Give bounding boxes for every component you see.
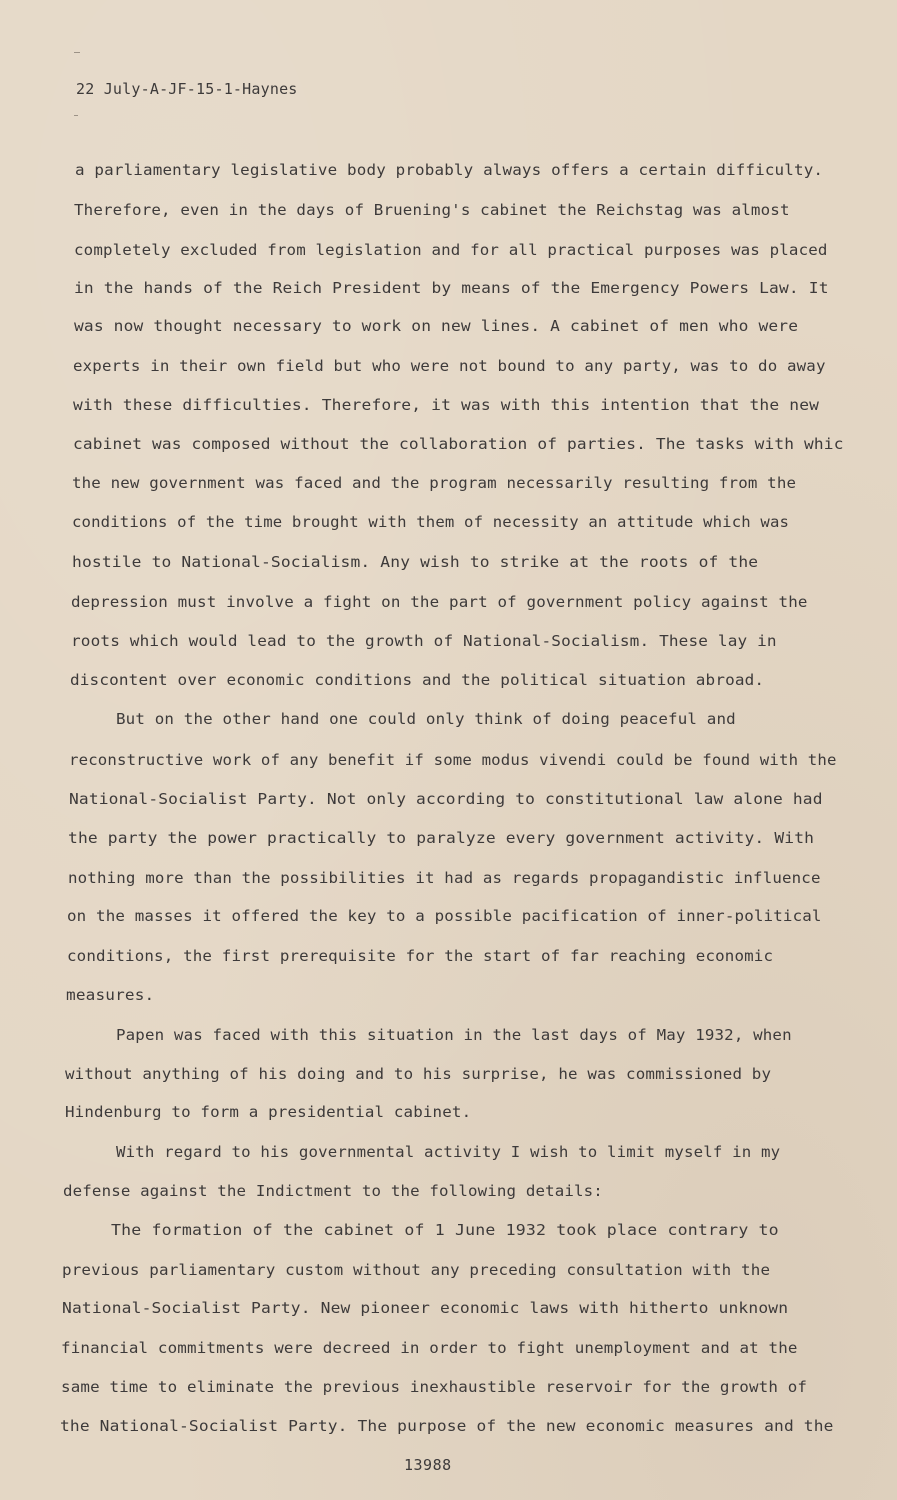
text-line: National-Socialist Party. New pioneer economic laws with hitherto unknown — [62, 1299, 789, 1317]
text-line: But on the other hand one could only think of doing peaceful and — [116, 710, 736, 728]
text-line: conditions, the first prerequisite for the start of far reaching economic — [67, 947, 774, 965]
text-line: the National-Socialist Party. The purpose of the new economic measures and the — [60, 1417, 834, 1435]
text-line: cabinet was composed without the collaboration of parties. The tasks with whic — [73, 435, 844, 453]
text-line: experts in their own field but who were not bound to any party, was to do away — [73, 357, 826, 375]
text-line: hostile to National-Socialism. Any wish to strike at the roots of the — [72, 553, 759, 571]
page-number: 13988 — [404, 1456, 452, 1474]
text-line: With regard to his governmental activity I wish to limit myself in my — [116, 1143, 781, 1161]
text-line: Hindenburg to form a presidential cabinet. — [65, 1103, 472, 1121]
text-line: in the hands of the Reich President by means of the Emergency Powers Law. It — [74, 279, 829, 297]
text-line: defense against the Indictment to the following details: — [63, 1182, 603, 1200]
text-line: Therefore, even in the days of Bruening's cabinet the Reichstag was almost — [74, 201, 790, 219]
text-line: completely excluded from legislation and for all practical purposes was placed — [74, 241, 828, 259]
text-line: discontent over economic conditions and the political situation abroad. — [70, 671, 765, 689]
text-line: was now thought necessary to work on new lines. A cabinet of men who were — [74, 317, 799, 335]
text-line: a parliamentary legislative body probably always offers a certain difficulty. — [75, 161, 824, 179]
text-line: with these difficulties. Therefore, it was with this intention that the new — [73, 396, 820, 414]
text-line: the new government was faced and the program necessarily resulting from the — [72, 474, 797, 492]
text-line: same time to eliminate the previous inexhaustible reservoir for the growth of — [61, 1378, 808, 1396]
text-line: The formation of the cabinet of 1 June 1932 took place contrary to — [111, 1221, 779, 1239]
text-line: nothing more than the possibilities it had as regards propagandistic influence — [68, 869, 821, 887]
text-line: roots which would lead to the growth of National-Socialism. These lay in — [71, 632, 777, 650]
margin-mark — [74, 52, 80, 53]
text-line: conditions of the time brought with them of necessity an attitude which was — [72, 513, 790, 531]
text-line: National-Socialist Party. Not only according to constitutional law alone had — [69, 790, 823, 808]
page-header: 22 July-A-JF-15-1-Haynes — [76, 80, 298, 98]
text-line: financial commitments were decreed in order to fight unemployment and at the — [61, 1339, 798, 1357]
margin-mark — [74, 115, 78, 116]
text-line: the party the power practically to paralyze every government activity. With — [68, 829, 815, 847]
text-line: previous parliamentary custom without any preceding consultation with the — [62, 1261, 771, 1279]
text-line: reconstructive work of any benefit if some modus vivendi could be found with the — [69, 751, 837, 769]
text-line: depression must involve a fight on the part of government policy against the — [71, 593, 808, 611]
text-line: on the masses it offered the key to a possible pacification of inner-political — [67, 907, 822, 925]
text-line: Papen was faced with this situation in the last days of May 1932, when — [116, 1026, 792, 1044]
text-line: measures. — [66, 986, 155, 1004]
text-line: without anything of his doing and to his surprise, he was commissioned by — [65, 1065, 772, 1083]
